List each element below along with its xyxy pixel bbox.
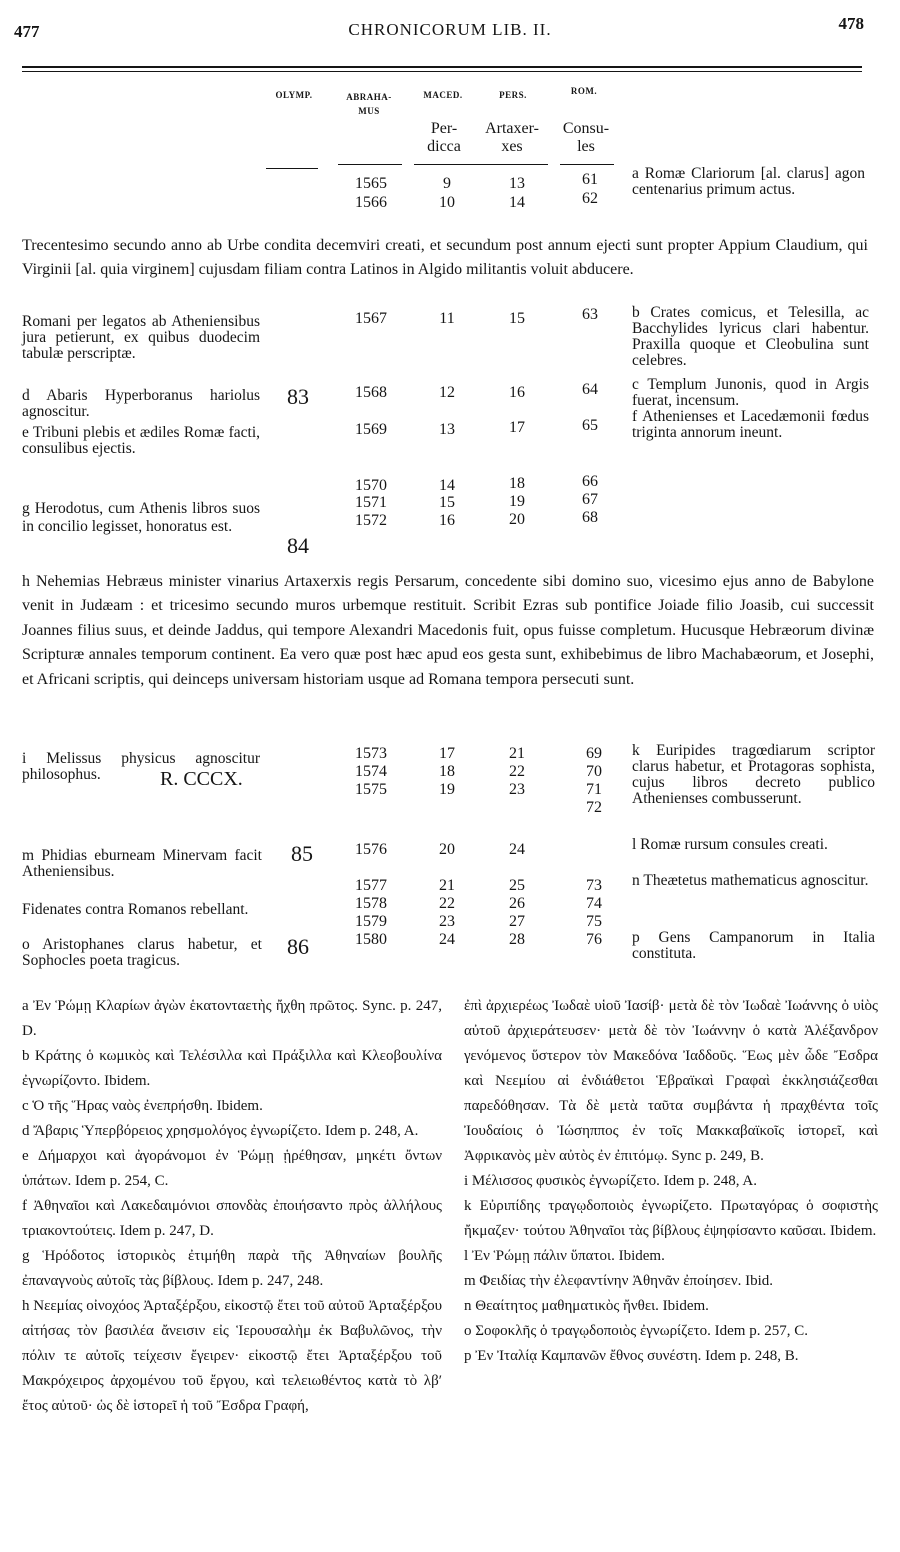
rom-year: 63 xyxy=(582,306,598,323)
column-header-pers: PERS. xyxy=(499,90,527,100)
note-k-latin: k Euripides tragœdiarum scriptor clarus habetur, et Protagoras sophista, cujus libros decreto publico Athenienses combusserunt. xyxy=(632,742,875,807)
rom-year: 74 xyxy=(586,895,602,912)
greek-note: h Νεεμίας οἰνοχόος Ἀρταξέρξου, εἰκοστῷ ἔτει τοῦ αὐτοῦ Ἀρταξέρξου αἰτήσας τὸν βασιλέα ἄνεισιν εἰς Ἱερουσαλὴμ ἐκ Βαβυλῶνος, τὴν πόλιν τε αὐτοῖς τείχεσιν ἔγειρεν· εἰκοστῷ ἔτει Ἀρταξέρξου τοῦ Μακρόχειρος ἀρχομένου τοῦ ἔργου, καὶ τελειωθέντος κατὰ τὸ λβ′ ἔτος αὐτοῦ· ὡς δὲ ἱστορεῖ ἡ τοῦ Ἔσδρα Γραφή, xyxy=(22,1298,443,1414)
pers-year: 22 xyxy=(509,763,525,780)
pers-year: 23 xyxy=(509,781,525,798)
pers-year: 17 xyxy=(509,419,525,436)
maced-year: 18 xyxy=(439,763,455,780)
olympiad-number: 83 xyxy=(287,384,309,409)
abraham-year: 1577 xyxy=(355,877,387,894)
page-number-right: 478 xyxy=(838,14,864,33)
header-underline xyxy=(414,164,548,165)
note-o-latin: o Aristophanes clarus habetur, et Sophocles poeta tragicus. xyxy=(22,936,262,969)
subheader-perdicca: Per- dicca xyxy=(427,120,461,155)
abraham-year: 1575 xyxy=(355,781,387,798)
abraham-year: 1568 xyxy=(355,384,387,401)
maced-year: 12 xyxy=(439,384,455,401)
running-title: CHRONICORUM LIB. II. xyxy=(348,20,552,39)
header-rule-thin xyxy=(22,71,862,72)
abraham-year: 1580 xyxy=(355,931,387,948)
maced-year: 19 xyxy=(439,781,455,798)
greek-note: m Φειδίας τὴν ἐλεφαντίνην Ἀθηνᾶν ἐποίησεν. Ibid. xyxy=(464,1273,774,1289)
greek-note: ἐπὶ ἀρχιερέως Ἰωδαὲ υἱοῦ Ἰασίβ· μετὰ δὲ τὸν Ἰωδαὲ Ἰωάννης ὁ υἱὸς αὐτοῦ ἀρχιεράτευσεν· μετὰ δὲ τὸν Ἰωάννην ὁ κατὰ Ἀλέξανδρον γενόμενος ὕστερον τὸν Μακεδόνα Ἰαδδοῦς. Ἕως μὲν ὧδε Ἔσδρα καὶ Νεεμίου αἱ ἐνδιάθετοι Ἑβραϊκαὶ Γραφαὶ ἐκκλησιάζεσθαι παρεδόθησαν. Τὰ δὲ μετὰ ταῦτα συμβάντα ἡ πραχθέντα τοῖς Ἰουδαίοις ὁ Ἰώσηππος ἐν τοῖς Μακκαβαϊκοῖς ἱστορεῖ, καὶ Ἀφρικανὸς μὲν αὐτὸς ἐν ἐπιτόμῳ. Sync p. 249, B. xyxy=(464,998,878,1164)
header-underline xyxy=(338,164,402,165)
note-a-latin: a Romæ Clariorum [al. clarus] agon centenarius primum actus. xyxy=(632,165,865,198)
pers-year: 25 xyxy=(509,877,525,894)
abraham-year: 1566 xyxy=(355,194,387,211)
note-p-latin: p Gens Campanorum in Italia constituta. xyxy=(632,929,875,962)
greek-footnotes-left xyxy=(22,994,442,1419)
abraham-year: 1571 xyxy=(355,494,387,511)
pers-year: 15 xyxy=(509,310,525,327)
maced-year: 11 xyxy=(439,310,455,327)
abraham-year: 1567 xyxy=(355,310,387,327)
rom-year: 73 xyxy=(586,877,602,894)
abraham-year: 1569 xyxy=(355,421,387,438)
rom-year: 75 xyxy=(586,913,602,930)
maced-year: 13 xyxy=(439,421,455,438)
pers-year: 28 xyxy=(509,931,525,948)
greek-note: l Ἐν Ῥώμῃ πάλιν ὕπατοι. Ibidem. xyxy=(464,1248,665,1264)
abraham-year: 1572 xyxy=(355,512,387,529)
maced-year: 24 xyxy=(439,931,455,948)
pers-year: 26 xyxy=(509,895,525,912)
header-underline xyxy=(560,164,614,165)
rom-year: 67 xyxy=(582,491,598,508)
header-rule-thick xyxy=(22,66,862,68)
olympiad-number: 85 xyxy=(291,841,313,866)
maced-year: 23 xyxy=(439,913,455,930)
greek-note: e Δήμαρχοι καὶ ἀγοράνομοι ἐν Ῥώμῃ ᾑρέθησαν, μηκέτι ὄντων ὑπάτων. Idem p. 254, C. xyxy=(22,1148,442,1189)
note-f-latin: f Athenienses et Lacedæmonii fœdus triginta annorum ineunt. xyxy=(632,408,869,441)
rom-year: 69 xyxy=(586,745,602,762)
abraham-year: 1570 xyxy=(355,477,387,494)
greek-note: g Ἡρόδοτος ἱστορικὸς ἐτιμήθη παρὰ τῆς Ἀθηναίων βουλῆς ἐπαναγνοὺς αὐτοῖς τὰς βίβλους. Idem p. 247, 248. xyxy=(22,1248,442,1289)
column-header-abraham: ABRAHA- MUS xyxy=(346,92,392,116)
greek-note: b Κράτης ὁ κωμικὸς καὶ Τελέσιλλα καὶ Πράξιλλα καὶ Κλεοβουλίνα ἐγνωρίζοντο. Ibidem. xyxy=(22,1048,442,1089)
maced-year: 15 xyxy=(439,494,455,511)
note-e-latin: e Tribuni plebis et ædiles Romæ facti, consulibus ejectis. xyxy=(22,424,260,457)
rom-year: 72 xyxy=(586,799,602,816)
subheader-artaxerxes: Artaxer- xes xyxy=(485,120,539,155)
rom-year: 76 xyxy=(586,931,602,948)
abraham-year: 1573 xyxy=(355,745,387,762)
maced-year: 9 xyxy=(443,175,451,192)
maced-year: 21 xyxy=(439,877,455,894)
greek-note: c Ὁ τῆς Ἥρας ναὸς ἐνεπρήσθη. Ibidem. xyxy=(22,1098,263,1114)
pers-year: 27 xyxy=(509,913,525,930)
maced-year: 14 xyxy=(439,477,455,494)
abraham-year: 1579 xyxy=(355,913,387,930)
note-d-latin: d Abaris Hyperboranus hariolus agnoscitur. xyxy=(22,387,260,420)
note-l-latin: l Romæ rursum consules creati. xyxy=(632,836,828,853)
rom-year: 71 xyxy=(586,781,602,798)
pers-year: 18 xyxy=(509,475,525,492)
note-romani-latin: Romani per legatos ab Atheniensibus jura petierunt, ex quibus duodecim tabulæ perscriptæ. xyxy=(22,313,260,362)
pers-year: 13 xyxy=(509,175,525,192)
roman-year-marker: R. CCCX. xyxy=(160,768,243,790)
pers-year: 19 xyxy=(509,493,525,510)
greek-note: i Μέλισσος φυσικὸς ἐγνωρίζετο. Idem p. 248, A. xyxy=(464,1173,757,1189)
maced-year: 10 xyxy=(439,194,455,211)
subheader-consules: Consu- les xyxy=(562,120,610,155)
maced-year: 20 xyxy=(439,841,455,858)
rom-year: 61 xyxy=(582,171,598,188)
pers-year: 20 xyxy=(509,511,525,528)
rom-year: 68 xyxy=(582,509,598,526)
column-header-rom: ROM. xyxy=(570,86,598,96)
greek-note: d Ἄβαρις Ὑπερβόρειος χρησμολόγος ἐγνωρίζετο. Idem p. 248, A. xyxy=(22,1123,419,1139)
rom-year: 62 xyxy=(582,190,598,207)
abraham-year: 1578 xyxy=(355,895,387,912)
column-header-maced: MACED. xyxy=(423,90,463,100)
rom-year: 70 xyxy=(586,763,602,780)
abraham-year: 1574 xyxy=(355,763,387,780)
greek-note: p Ἐν Ἰταλίᾳ Καμπανῶν ἔθνος συνέστη. Idem p. 248, B. xyxy=(464,1348,799,1364)
header-underline xyxy=(266,168,318,169)
greek-note: f Ἀθηναῖοι καὶ Λακεδαιμόνιοι σπονδὰς ἐποιήσαντο πρὸς ἀλλήλους τριακοντούτεις. Idem p. 247, D. xyxy=(22,1198,442,1239)
pers-year: 21 xyxy=(509,745,525,762)
greek-note: n Θεαίτητος μαθηματικὸς ἤνθει. Ibidem. xyxy=(464,1298,709,1314)
page-number-left: 477 xyxy=(14,22,40,41)
rom-year: 66 xyxy=(582,473,598,490)
note-c-latin: c Templum Junonis, quod in Argis fuerat, incensum. xyxy=(632,376,869,409)
pers-year: 16 xyxy=(509,384,525,401)
note-b-latin: b Crates comicus, et Telesilla, ac Bacchylides lyricus clari habentur. Praxilla quoque et Cleobulina sunt celebres. xyxy=(632,304,869,369)
pers-year: 24 xyxy=(509,841,525,858)
maced-year: 16 xyxy=(439,512,455,529)
greek-note: o Σοφοκλῆς ὁ τραγῳδοποιὸς ἐγνωρίζετο. Idem p. 257, C. xyxy=(464,1323,808,1339)
greek-note: k Εὐριπίδης τραγῳδοποιὸς ἐγνωρίζετο. Πρωταγόρας ὁ σοφιστὴς ἤκμαζεν· τούτου Ἀθηναῖοι τὰς βίβλους ἐψηφίσαντο καῦσαι. Ibidem. xyxy=(464,1198,878,1239)
paragraph-trecentesimo: Trecentesimo secundo anno ab Urbe condita decemviri creati, et secundum post annum ejecti sunt propter Appium Claudium, qui Virginii [al. quia virginem] cujusdam filiam contra Latinos in Algido militantis voluit abducere. xyxy=(22,237,868,279)
olympiad-number: 86 xyxy=(287,934,309,959)
maced-year: 22 xyxy=(439,895,455,912)
olympiad-number: 84 xyxy=(287,533,309,558)
rom-year: 64 xyxy=(582,381,598,398)
maced-year: 17 xyxy=(439,745,455,762)
note-i-latin: i Melissus physicus agnoscitur philosophus. xyxy=(22,750,260,783)
note-m-latin: m Phidias eburneam Minervam facit Atheniensibus. xyxy=(22,847,262,880)
note-n-latin: n Theætetus mathematicus agnoscitur. xyxy=(632,872,869,889)
column-header-olympiad: OLYMP. xyxy=(275,90,313,100)
pers-year: 14 xyxy=(509,194,525,211)
rom-year: 65 xyxy=(582,417,598,434)
abraham-year: 1576 xyxy=(355,841,387,858)
paragraph-nehemias: h Nehemias Hebræus minister vinarius Artaxerxis regis Persarum, concedente sibi domino suo, vicesimo ejus anno de Babylone venit in Judæam : et tricesimo secundo muros urbemque restituit. Scribit Ezras sub pontifice Joiade filio Joasib, cui successit Joannes filius suus, et deinde Jaddus, qui tempore Alexandri Macedonis fuit, opus fuisse completum. Hucusque Hebræorum divinæ Scripturæ annales temporum continent. Ea vero quæ post hæc apud eos gesta sunt, exhibebimus de libro Machabæorum, et Josephi, et Africani scriptis, qui deinceps universam historiam usque ad Romana tempora persecuti sunt. xyxy=(22,573,874,688)
greek-note: a Ἐν Ῥώμῃ Κλαρίων ἀγὼν ἑκατονταετὴς ἤχθη πρῶτος. Sync. p. 247, D. xyxy=(22,998,442,1039)
greek-footnotes-right xyxy=(464,994,878,1369)
note-fidenates-latin: Fidenates contra Romanos rebellant. xyxy=(22,901,249,918)
note-g-latin: g Herodotus, cum Athenis libros suos in concilio legisset, honoratus est. xyxy=(22,500,260,535)
abraham-year: 1565 xyxy=(355,175,387,192)
